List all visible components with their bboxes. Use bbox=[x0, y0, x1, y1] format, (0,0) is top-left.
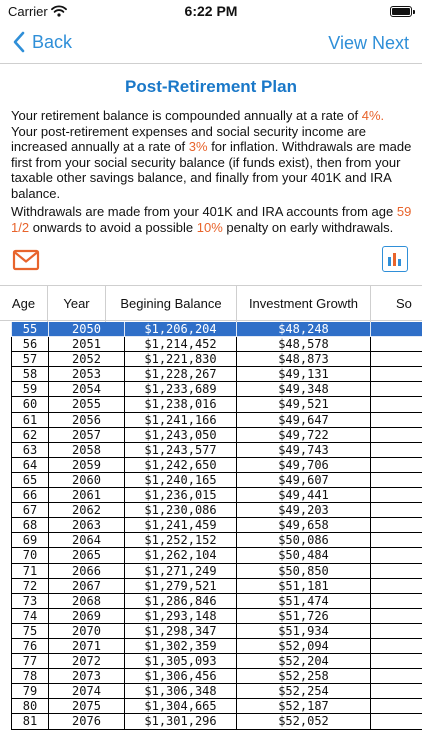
growth-cell: $50,850 bbox=[237, 564, 371, 579]
growth-cell: $49,441 bbox=[237, 488, 371, 503]
next-column-cell bbox=[371, 397, 422, 412]
growth-cell: $49,131 bbox=[237, 367, 371, 382]
growth-cell: $48,578 bbox=[237, 337, 371, 352]
page-title: Post-Retirement Plan bbox=[125, 77, 297, 96]
header-beginning-balance[interactable]: Begining Balance bbox=[106, 286, 237, 322]
chevron-left-icon bbox=[12, 31, 26, 53]
next-column-cell bbox=[371, 443, 422, 458]
growth-cell: $49,521 bbox=[237, 397, 371, 412]
next-column-cell bbox=[371, 579, 422, 594]
balance-cell: $1,306,348 bbox=[125, 684, 237, 699]
age-cell: 76 bbox=[11, 639, 49, 654]
balance-cell: $1,241,459 bbox=[125, 518, 237, 533]
growth-cell: $52,052 bbox=[237, 714, 371, 729]
withdrawal-age: 59 1/2 bbox=[11, 204, 412, 235]
table-row[interactable] bbox=[11, 518, 422, 533]
table-body bbox=[11, 322, 422, 730]
balance-cell: $1,243,577 bbox=[125, 443, 237, 458]
age-cell: 70 bbox=[11, 548, 49, 563]
next-column-cell bbox=[371, 548, 422, 563]
next-column-cell bbox=[371, 594, 422, 609]
balance-cell: $1,236,015 bbox=[125, 488, 237, 503]
balance-cell: $1,306,456 bbox=[125, 669, 237, 684]
next-column-cell bbox=[371, 458, 422, 473]
next-column-cell bbox=[371, 352, 422, 367]
header-next-column[interactable]: So bbox=[396, 296, 412, 311]
next-column-cell bbox=[371, 669, 422, 684]
age-cell: 81 bbox=[11, 714, 49, 729]
growth-rate: 4%. bbox=[361, 108, 385, 123]
age-cell: 66 bbox=[11, 488, 49, 503]
balance-cell: $1,243,050 bbox=[125, 428, 237, 443]
age-cell: 62 bbox=[11, 428, 49, 443]
table-row[interactable] bbox=[11, 624, 422, 639]
age-cell: 59 bbox=[11, 382, 49, 397]
age-cell: 74 bbox=[11, 609, 49, 624]
year-cell: 2075 bbox=[49, 699, 125, 714]
growth-cell: $52,094 bbox=[237, 639, 371, 654]
balance-cell: $1,302,359 bbox=[125, 639, 237, 654]
balance-cell: $1,242,650 bbox=[125, 458, 237, 473]
next-column-cell bbox=[371, 533, 422, 548]
year-cell: 2054 bbox=[49, 382, 125, 397]
year-cell: 2074 bbox=[49, 684, 125, 699]
next-column-cell bbox=[371, 624, 422, 639]
table-row[interactable] bbox=[11, 428, 422, 443]
balance-cell: $1,230,086 bbox=[125, 503, 237, 518]
growth-cell: $48,248 bbox=[237, 322, 371, 337]
balance-cell: $1,271,249 bbox=[125, 564, 237, 579]
inflation-rate: 3% bbox=[188, 139, 208, 154]
year-cell: 2057 bbox=[49, 428, 125, 443]
year-cell: 2060 bbox=[49, 473, 125, 488]
table-header bbox=[0, 285, 422, 321]
balance-cell: $1,305,093 bbox=[125, 654, 237, 669]
age-cell: 61 bbox=[11, 413, 49, 428]
table-row[interactable] bbox=[11, 413, 422, 428]
next-column-cell bbox=[371, 413, 422, 428]
balance-cell: $1,228,267 bbox=[125, 367, 237, 382]
growth-cell: $50,086 bbox=[237, 533, 371, 548]
growth-cell: $50,484 bbox=[237, 548, 371, 563]
balance-cell: $1,238,016 bbox=[125, 397, 237, 412]
view-next-button[interactable]: View Next bbox=[328, 33, 409, 53]
table-row[interactable] bbox=[11, 337, 422, 352]
age-cell: 78 bbox=[11, 669, 49, 684]
next-column-cell bbox=[371, 564, 422, 579]
table-row[interactable] bbox=[11, 397, 422, 412]
growth-cell: $49,607 bbox=[237, 473, 371, 488]
year-cell: 2053 bbox=[49, 367, 125, 382]
age-cell: 57 bbox=[11, 352, 49, 367]
next-column-cell bbox=[371, 488, 422, 503]
age-cell: 67 bbox=[11, 503, 49, 518]
next-column-cell bbox=[371, 639, 422, 654]
clock: 6:22 PM bbox=[184, 3, 238, 19]
age-cell: 68 bbox=[11, 518, 49, 533]
age-cell: 75 bbox=[11, 624, 49, 639]
next-column-cell bbox=[371, 654, 422, 669]
age-cell: 69 bbox=[11, 533, 49, 548]
age-cell: 55 bbox=[11, 322, 49, 337]
age-cell: 71 bbox=[11, 564, 49, 579]
balance-cell: $1,262,104 bbox=[125, 548, 237, 563]
growth-cell: $52,258 bbox=[237, 669, 371, 684]
header-year[interactable]: Year bbox=[48, 286, 106, 322]
table-row[interactable] bbox=[11, 669, 422, 684]
growth-cell: $51,726 bbox=[237, 609, 371, 624]
back-label: Back bbox=[32, 31, 73, 52]
year-cell: 2056 bbox=[49, 413, 125, 428]
navigation-bar bbox=[0, 24, 422, 64]
balance-cell: $1,206,204 bbox=[125, 322, 237, 337]
balance-cell: $1,241,166 bbox=[125, 413, 237, 428]
year-cell: 2072 bbox=[49, 654, 125, 669]
age-cell: 64 bbox=[11, 458, 49, 473]
year-cell: 2067 bbox=[49, 579, 125, 594]
next-column-cell bbox=[371, 382, 422, 397]
year-cell: 2068 bbox=[49, 594, 125, 609]
year-cell: 2061 bbox=[49, 488, 125, 503]
compounding-description: Your retirement balance is compounded annually at a rate of 4%. Your post-retirement expenses and social security income are increased annually at a rate of 3% for inflation. Withdrawals are made first from your social security balance (if funds exist), then from your taxable other savings balance, and finally from your 401K and IRA balance. bbox=[11, 108, 412, 201]
age-cell: 65 bbox=[11, 473, 49, 488]
table-row[interactable] bbox=[11, 564, 422, 579]
growth-cell: $49,348 bbox=[237, 382, 371, 397]
growth-cell: $49,706 bbox=[237, 458, 371, 473]
age-cell: 72 bbox=[11, 579, 49, 594]
next-column-cell bbox=[371, 684, 422, 699]
table-row[interactable] bbox=[11, 699, 422, 714]
table-row[interactable] bbox=[11, 684, 422, 699]
balance-cell: $1,298,347 bbox=[125, 624, 237, 639]
table-row[interactable] bbox=[11, 503, 422, 518]
growth-cell: $49,203 bbox=[237, 503, 371, 518]
year-cell: 2059 bbox=[49, 458, 125, 473]
penalty-rate: 10% bbox=[196, 219, 223, 235]
year-cell: 2052 bbox=[49, 352, 125, 367]
growth-cell: $52,254 bbox=[237, 684, 371, 699]
table-row[interactable] bbox=[11, 548, 422, 563]
year-cell: 2055 bbox=[49, 397, 125, 412]
back-button[interactable] bbox=[12, 31, 72, 53]
year-cell: 2051 bbox=[49, 337, 125, 352]
table-row[interactable] bbox=[11, 488, 422, 503]
chart-button[interactable] bbox=[382, 246, 408, 272]
year-cell: 2062 bbox=[49, 503, 125, 518]
next-column-cell bbox=[371, 337, 422, 352]
balance-cell: $1,252,152 bbox=[125, 533, 237, 548]
growth-cell: $52,187 bbox=[237, 699, 371, 714]
growth-cell: $49,658 bbox=[237, 518, 371, 533]
table-row[interactable] bbox=[11, 533, 422, 548]
table-row[interactable] bbox=[11, 382, 422, 397]
year-cell: 2050 bbox=[49, 322, 125, 337]
table-row[interactable] bbox=[11, 473, 422, 488]
table-row[interactable] bbox=[11, 458, 422, 473]
next-column-cell bbox=[371, 714, 422, 729]
mail-icon bbox=[12, 249, 40, 271]
growth-cell: $51,934 bbox=[237, 624, 371, 639]
table-row[interactable] bbox=[11, 654, 422, 669]
year-cell: 2073 bbox=[49, 669, 125, 684]
retirement-table[interactable] bbox=[0, 285, 422, 750]
withdrawal-description: Withdrawals are made from your 401K and IRA accounts from age 59 1/2 onwards to avoid a possible 10% penalty on early withdrawals. bbox=[11, 204, 412, 235]
age-cell: 73 bbox=[11, 594, 49, 609]
next-column-cell bbox=[371, 503, 422, 518]
next-column-cell bbox=[371, 609, 422, 624]
balance-cell: $1,286,846 bbox=[125, 594, 237, 609]
age-cell: 60 bbox=[11, 397, 49, 412]
age-cell: 58 bbox=[11, 367, 49, 382]
table-row[interactable] bbox=[11, 367, 422, 382]
next-column-cell bbox=[371, 473, 422, 488]
header-age[interactable]: Age bbox=[0, 286, 48, 322]
growth-cell: $51,474 bbox=[237, 594, 371, 609]
table-row[interactable] bbox=[11, 714, 422, 729]
next-column-cell bbox=[371, 428, 422, 443]
growth-cell: $49,722 bbox=[237, 428, 371, 443]
balance-cell: $1,233,689 bbox=[125, 382, 237, 397]
table-row[interactable] bbox=[11, 352, 422, 367]
growth-cell: $48,873 bbox=[237, 352, 371, 367]
status-bar bbox=[0, 0, 422, 24]
growth-cell: $51,181 bbox=[237, 579, 371, 594]
year-cell: 2064 bbox=[49, 533, 125, 548]
table-row[interactable] bbox=[11, 639, 422, 654]
growth-cell: $49,647 bbox=[237, 413, 371, 428]
growth-cell: $52,204 bbox=[237, 654, 371, 669]
table-row[interactable] bbox=[11, 594, 422, 609]
balance-cell: $1,240,165 bbox=[125, 473, 237, 488]
table-row[interactable] bbox=[11, 579, 422, 594]
next-column-cell bbox=[371, 322, 422, 337]
balance-cell: $1,301,296 bbox=[125, 714, 237, 729]
next-column-cell bbox=[371, 518, 422, 533]
age-cell: 56 bbox=[11, 337, 49, 352]
carrier-label: Carrier bbox=[8, 4, 48, 19]
age-cell: 80 bbox=[11, 699, 49, 714]
year-cell: 2063 bbox=[49, 518, 125, 533]
balance-cell: $1,293,148 bbox=[125, 609, 237, 624]
year-cell: 2065 bbox=[49, 548, 125, 563]
header-investment-growth[interactable]: Investment Growth bbox=[237, 286, 371, 322]
balance-cell: $1,214,452 bbox=[125, 337, 237, 352]
email-button[interactable] bbox=[12, 249, 40, 271]
bar-chart-icon bbox=[383, 247, 406, 270]
age-cell: 63 bbox=[11, 443, 49, 458]
year-cell: 2066 bbox=[49, 564, 125, 579]
balance-cell: $1,221,830 bbox=[125, 352, 237, 367]
table-row[interactable] bbox=[11, 609, 422, 624]
age-cell: 77 bbox=[11, 654, 49, 669]
age-cell: 79 bbox=[11, 684, 49, 699]
year-cell: 2076 bbox=[49, 714, 125, 729]
year-cell: 2070 bbox=[49, 624, 125, 639]
balance-cell: $1,304,665 bbox=[125, 699, 237, 714]
balance-cell: $1,279,521 bbox=[125, 579, 237, 594]
next-column-cell bbox=[371, 367, 422, 382]
next-column-cell bbox=[371, 699, 422, 714]
year-cell: 2058 bbox=[49, 443, 125, 458]
year-cell: 2071 bbox=[49, 639, 125, 654]
table-row[interactable] bbox=[11, 322, 422, 337]
table-row[interactable] bbox=[11, 443, 422, 458]
year-cell: 2069 bbox=[49, 609, 125, 624]
growth-cell: $49,743 bbox=[237, 443, 371, 458]
battery-icon bbox=[390, 6, 412, 17]
